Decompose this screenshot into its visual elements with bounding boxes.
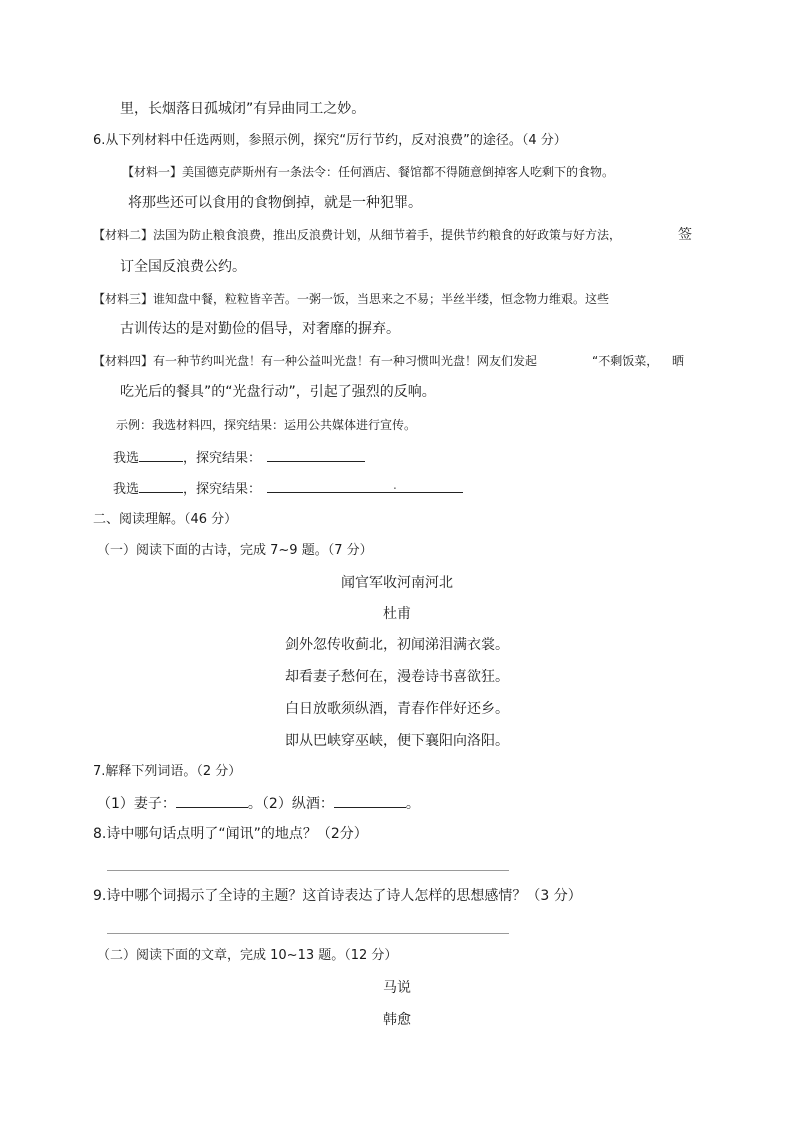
q6-material-4-line-1-mid: “不剩饭菜， [592,354,659,368]
q8-answer-line[interactable] [107,870,509,871]
section-2-part-2-title: （二）阅读下面的文章，完成 10~13 题。（12 分） [97,948,398,963]
poem-line-4: 即从巴峡穿巫峡，便下襄阳向洛阳。 [285,733,509,749]
q6-material-2-line-2: 订全国反浪费公约。 [120,259,246,275]
q6-material-2-line-1: 【材料二】法国为防止粮食浪费，推出反浪费计划，从细节着手，提供节约粮食的好政策与好方法， [93,228,622,242]
poem-title: 闻官军收河南河北 [341,575,453,591]
stray-dot: . [393,478,397,492]
answer-result-label: ，探究结果： [183,451,262,466]
q8-stem: 8.诗中哪句话点明了“闻讯”的地点？（2分） [93,826,368,842]
answer-result-label: ，探究结果： [183,482,262,497]
q6-answer-row-2 [113,480,463,498]
q9-stem: 9.诗中哪个词揭示了全诗的主题？这首诗表达了诗人怎样的思想感情？（3 分） [93,888,582,904]
poem-line-2: 却看妻子愁何在，漫卷诗书喜欲狂。 [285,669,509,685]
q6-answer-row-1 [113,449,365,467]
answer-choice-blank-1[interactable] [139,449,183,462]
q6-example: 示例：我选材料四，探究结果：运用公共媒体进行宣传。 [116,418,417,432]
q7-stem: 7.解释下列词语。（2 分） [93,764,242,779]
q6-material-3-line-1: 【材料三】谁知盘中餐，粒粒皆辛苦。一粥一饭，当思来之不易；半丝半缕，恒念物力维艰。这些 [93,292,610,306]
essay-title: 马说 [383,980,411,996]
answer-choose-label: 我选 [113,451,140,466]
q6-material-3-line-2: 古训传达的是对勤俭的倡导，对奢靡的摒弃。 [120,321,400,337]
q6-material-2-line-1-end: 签 [678,227,692,243]
essay-author: 韩愈 [383,1012,411,1028]
q7-item-1-blank[interactable] [176,795,248,808]
poem-author: 杜甫 [383,606,411,622]
q7-item-2-blank[interactable] [334,795,406,808]
poem-line-3: 白日放歌须纵酒，青春作伴好还乡。 [285,701,509,717]
answer-result-blank-1[interactable] [267,449,365,462]
q9-answer-line[interactable] [107,933,509,934]
q7-end: 。 [405,796,420,812]
q7-items [97,795,420,813]
answer-choice-blank-2[interactable] [139,480,183,493]
q6-material-1-line-1: 【材料一】美国德克萨斯州有一条法令：任何酒店、餐馆都不得随意倒掉客人吃剩下的食物。 [122,165,615,179]
q6-stem: 6.从下列材料中任选两则，参照示例，探究“厉行节约，反对浪费”的途径。（4 分） [93,133,567,148]
section-2-title: 二、阅读理解。（46 分） [93,512,238,527]
q7-item-1-label: （1）妻子： [97,796,176,812]
section-2-part-1-title: （一）阅读下面的古诗，完成 7~9 题。（7 分） [97,543,373,558]
poem-line-1: 剑外忽传收蓟北，初闻涕泪满衣裳。 [285,637,509,653]
q6-material-4-line-2: 吃光后的餐具”的“光盘行动”，引起了强烈的反响。 [120,384,436,400]
answer-choose-label: 我选 [113,482,140,497]
q6-material-4-line-1: 【材料四】有一种节约叫光盘！有一种公益叫光盘！有一种习惯叫光盘！网友们发起 [93,354,538,368]
q6-material-1-line-2: 将那些还可以食用的食物倒掉，就是一种犯罪。 [128,195,422,211]
q5-tail: 里，长烟落日孤城闭”有异曲同工之妙。 [120,101,366,117]
answer-result-blank-2[interactable] [267,480,463,493]
q6-material-4-line-1-end: 晒 [672,354,685,368]
q7-item-2-label: 。（2）纵酒： [247,796,334,812]
